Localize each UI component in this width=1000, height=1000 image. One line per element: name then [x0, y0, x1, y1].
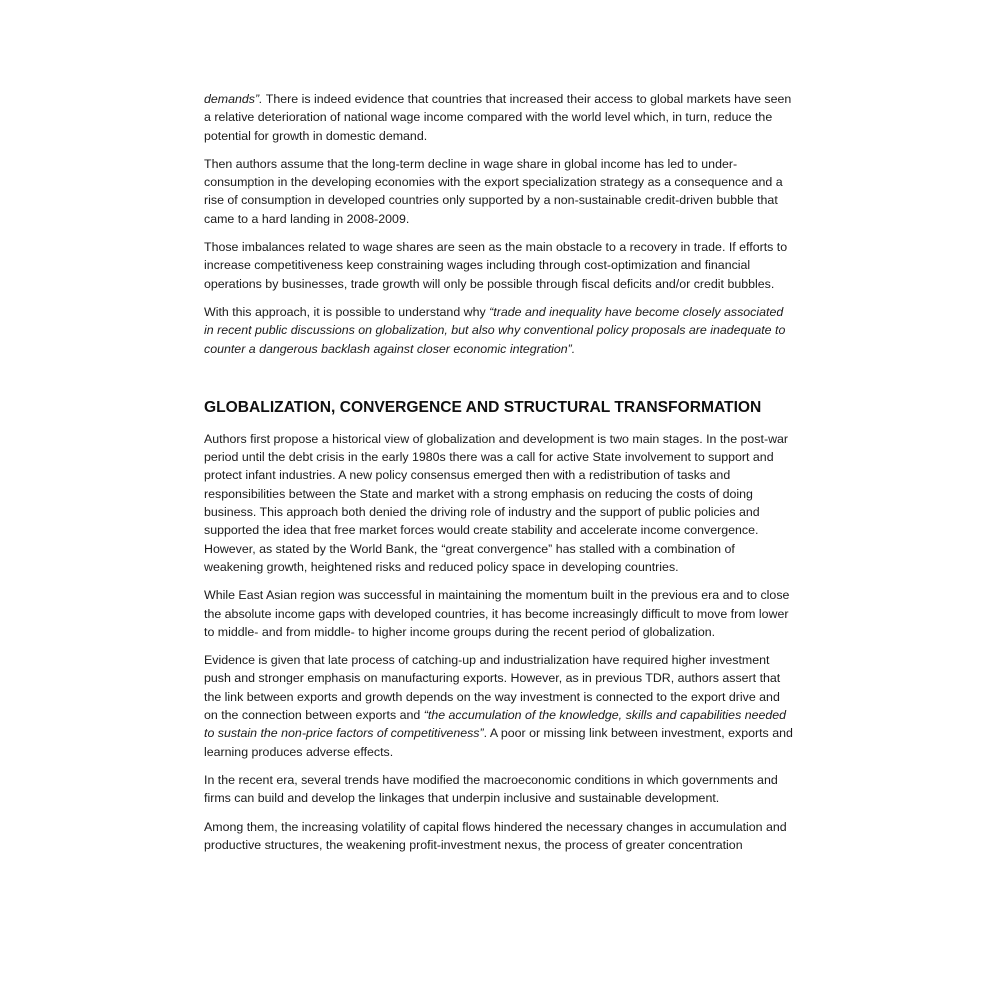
text-segment: . A poor or missing link between investment, exports and learning produces adverse effects.: [204, 726, 793, 759]
paragraph-catching-up: [204, 651, 796, 761]
intro-section: [204, 90, 796, 358]
text-segment: “the accumulation of the knowledge, skills and capabilities needed to sustain the non-price factors of competitiveness”: [204, 708, 787, 741]
paragraph-demands: [204, 90, 796, 145]
paragraph-historical-view: [204, 430, 796, 576]
paragraph-east-asia: [204, 586, 796, 641]
text-segment: Then authors assume that the long-term decline in wage share in global income has led to under-consumption in the developing economies with the export specialization strategy as a consequence and a rise of consumption in developed countries only supported by a non-sustainable credit-driven bubble that came to a hard landing in 2008-2009.: [204, 156, 783, 226]
text-segment: demands”.: [204, 92, 263, 106]
text-segment: Those imbalances related to wage shares are seen as the main obstacle to a recovery in trade. If efforts to increase competitiveness keep constraining wages including through cost-optimization and financial operations by businesses, trade growth will only be possible through fiscal deficits and/or credit bubbles.: [204, 240, 788, 291]
text-segment: While East Asian region was successful in maintaining the momentum built in the previous era and to close the absolute income gaps with developed countries, it has become increasingly difficult to move from lower to middle- and from middle- to higher income groups during the recent period of globalization.: [204, 588, 790, 639]
text-segment: There is indeed evidence that countries that increased their access to global markets have seen a relative deterioration of national wage income compared with the world level which, in turn, reduce the potential for growth in domestic demand.: [204, 92, 792, 143]
paragraph-recent-era: [204, 771, 796, 808]
text-segment: Evidence is given that late process of catching-up and industrialization have required higher investment push and stronger emphasis on manufacturing exports. However, as in previous TDR, authors assert that the link between exports and growth depends on the way investment is connected to the export drive and on the connection between exports and: [204, 653, 781, 723]
section-heading: GLOBALIZATION, CONVERGENCE AND STRUCTURAL TRANSFORMATION: [204, 398, 762, 416]
text-segment: “trade and inequality have become closely associated in recent public discussions on globalization, but also why conventional policy proposals are inadequate to counter a dangerous backlash against closer economic integration”.: [204, 304, 786, 356]
globalization-section: [204, 398, 796, 854]
text-segment: Authors first propose a historical view of globalization and development is two main stages. In the post-war period until the debt crisis in the early 1980s there was a call for active State involvement to support and protect infant industries. A new policy consensus emerged then with a redistribution of tasks and responsibilities between the State and market with a strong emphasis on reducing the costs of doing business. This approach both denied the driving role of industry and the support of public policies and supported the idea that free market forces would create stability and accelerate income convergence. However, as stated by the World Bank, the “great convergence” has stalled with a combination of weakening growth, heightened risks and reduced policy space in developing countries.: [204, 431, 789, 574]
text-segment: In the recent era, several trends have modified the macroeconomic conditions in which governments and firms can build and develop the linkages that underpin inclusive and sustainable development.: [204, 772, 778, 806]
paragraph-imbalances: [204, 238, 796, 293]
text-segment: With this approach, it is possible to understand why: [204, 304, 490, 319]
text-segment: Among them, the increasing volatility of capital flows hindered the necessary changes in accumulation and productive structures, the weakening profit-investment nexus, the process of greater concentration: [204, 819, 787, 852]
document-page: [204, 90, 796, 864]
paragraph-approach: [204, 303, 796, 358]
paragraph-wage-share: [204, 155, 796, 228]
paragraph-among-them: [204, 818, 796, 855]
